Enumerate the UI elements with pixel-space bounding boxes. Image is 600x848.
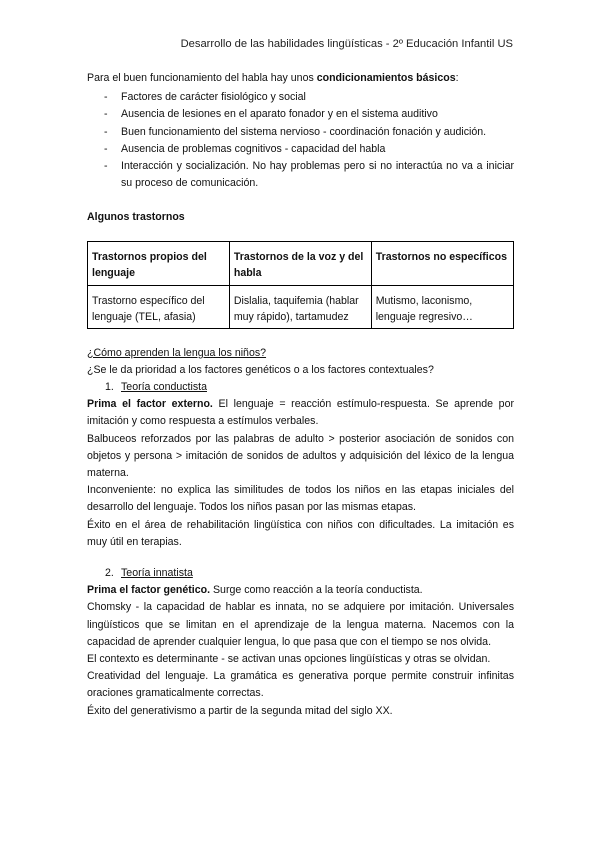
list-item: - Interacción y socialización. No hay problemas pero si no interactúa no va a iniciar su proceso de comunicación.: [87, 158, 514, 192]
table-cell: Trastorno específico del lenguaje (TEL, afasia): [88, 285, 230, 328]
table-header-row: [88, 241, 514, 285]
document-body: [87, 70, 514, 720]
theory1-paragraph: Éxito en el área de rehabilitación lingüística con niños con dificultades. La imitación es muy útil en terapias.: [87, 518, 514, 548]
table-header-cell: Trastornos propios del lenguaje: [88, 241, 230, 285]
theory1-paragraph: Inconveniente: no explica las similitudes de todos los niños en las etapas iniciales del desarrollo del lenguaje. Todos los niños pasan por las mismas etapas.: [87, 484, 514, 514]
table-header-cell: Trastornos de la voz y del habla: [229, 241, 371, 285]
disorders-title: Algunos trastornos: [87, 211, 185, 224]
table-cell: Dislalia, taquifemia (hablar muy rápido), tartamudez: [229, 285, 371, 328]
page-header: Desarrollo de las habilidades lingüísticas - 2º Educación Infantil US: [180, 38, 513, 50]
factors-list: [87, 89, 514, 192]
theory2-paragraph: El contexto es determinante - se activan unas opciones lingüísticas y otras se olvidan.: [87, 653, 491, 666]
theory1-lead: Prima el factor externo. El lenguaje = reacción estímulo-respuesta. Se aprende por imitación y como respuesta a estímulos verbales.: [87, 398, 514, 428]
learning-subquestion: ¿Se le da prioridad a los factores genéticos o a los factores contextuales?: [87, 363, 434, 376]
theory2-paragraph: Chomsky - la capacidad de hablar es innata, no se adquiere por imitación. Universales lingüísticos que se limitan en el aprendizaje de la lengua materna. Nacemos con la capacidad de aprender cualquier lengua, lo que pasa que con el tiempo se nos olvida.: [87, 601, 514, 648]
list-item: - Ausencia de problemas cognitivos - capacidad del habla: [87, 141, 514, 158]
table-cell: Mutismo, laconismo, lenguaje regresivo…: [371, 285, 513, 328]
learning-question: ¿Cómo aprenden la lengua los niños?: [87, 346, 267, 359]
theory1-paragraph: Balbuceos reforzados por las palabras de adulto > posterior asociación de sonidos con objetos y persona > imitación de sonidos de adultos y adquisición del léxico de la lengua materna.: [87, 432, 514, 480]
theory2-heading: 2. Teoría innatista: [105, 567, 193, 580]
disorders-table: [87, 241, 514, 329]
list-item: - Buen funcionamiento del sistema nervioso - coordinación fonación y audición.: [87, 124, 514, 141]
theory1-heading: 1. Teoría conductista: [105, 381, 207, 394]
list-item: - Ausencia de lesiones en el aparato fonador y en el sistema auditivo: [87, 106, 514, 123]
theory2-paragraph: Éxito del generativismo a partir de la segunda mitad del siglo XX.: [87, 704, 393, 717]
theory2-lead: Prima el factor genético. Surge como reacción a la teoría conductista.: [87, 584, 423, 597]
table-header-cell: Trastornos no específicos: [371, 241, 513, 285]
table-row: [88, 285, 514, 328]
theory2-paragraph: Creatividad del lenguaje. La gramática es generativa porque permite construir infinitas oraciones gramaticalmente correctas.: [87, 670, 514, 700]
list-item: - Factores de carácter fisiológico y social: [87, 89, 514, 106]
intro-paragraph: Para el buen funcionamiento del habla hay unos condicionamientos básicos:: [87, 72, 459, 84]
intro-bold: condicionamientos básicos: [316, 72, 456, 84]
